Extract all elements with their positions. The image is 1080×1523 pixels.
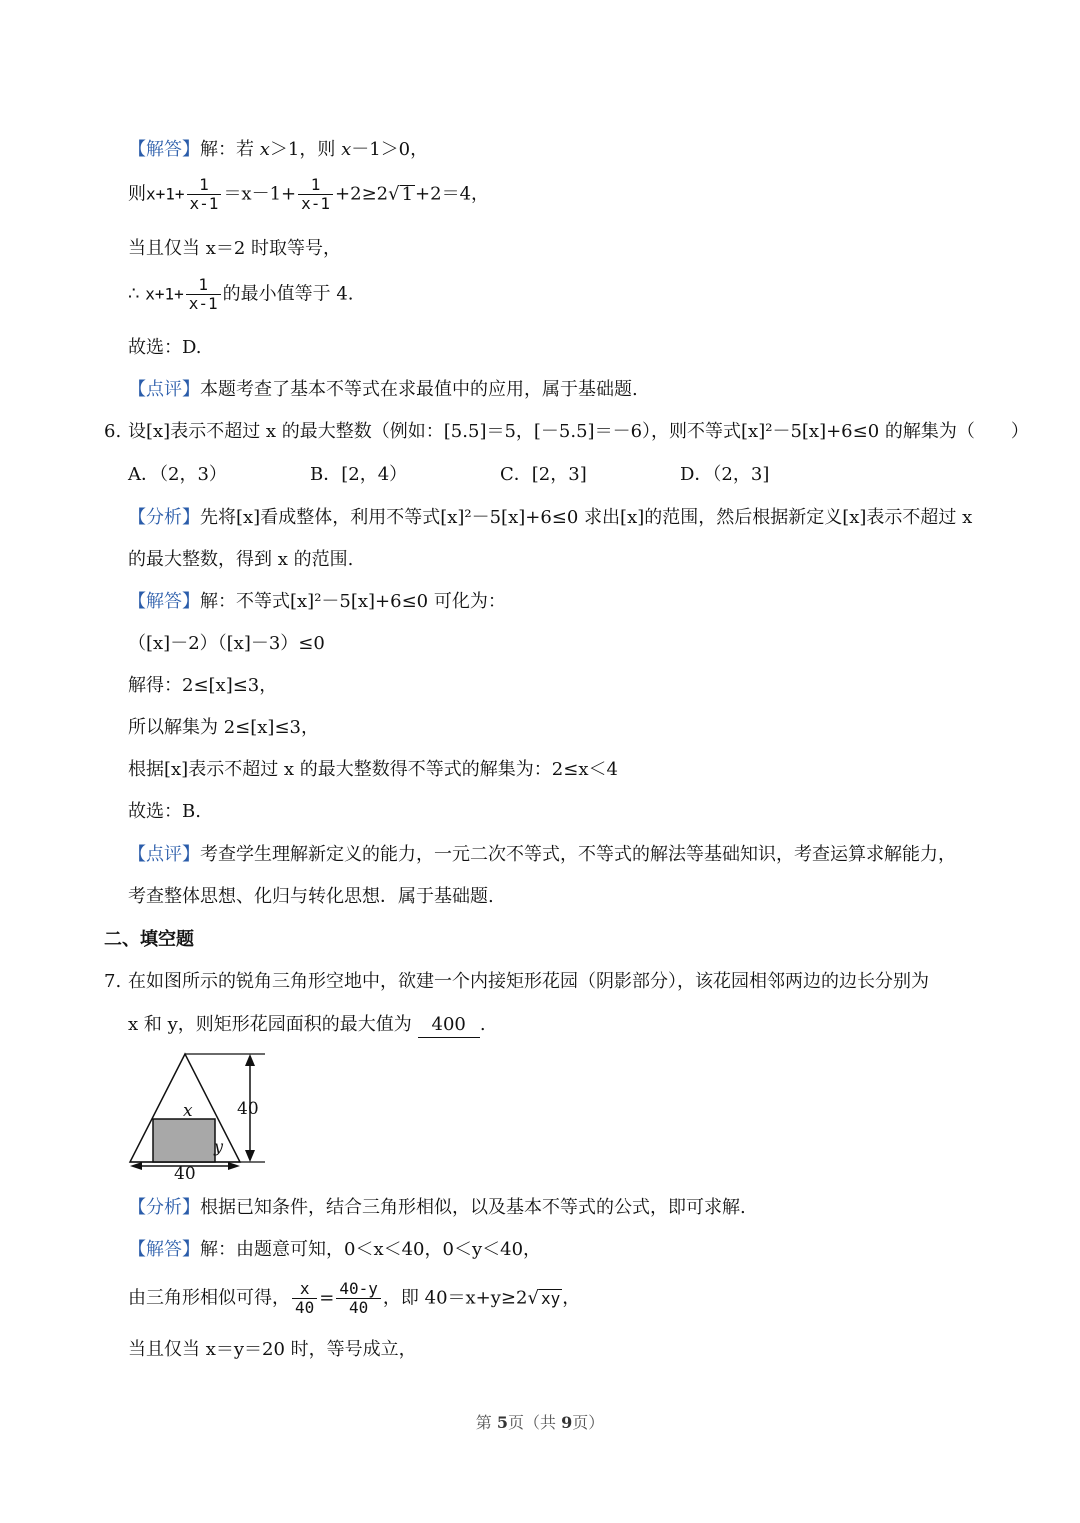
q6-analysis-line1: 【分析】先将[x]看成整体，利用不等式[x]²－5[x]+6≤0 求出[x]的范围，然后根据新定义[x]表示不超过 x [128,507,973,528]
triangle-figure [125,1048,275,1183]
fraction: $\frac{40-y}{40}$ [336,1280,381,1317]
analysis-tag: 【分析】 [128,507,200,528]
analysis-tag: 【分析】 [128,1197,200,1218]
fraction: $\frac{1}{x-1}$ [187,176,222,213]
q6-choice: 故选：B. [128,801,201,822]
fraction: $\frac{1}{x-1}$ [186,276,221,313]
q5-answer-line1: 【解答】解：若 x＞1，则 x－1＞0， [128,139,429,160]
label-height: 40 [237,1099,259,1119]
answer-blank: 400 [418,1013,480,1038]
q6-analysis-line2: 的最大整数，得到 x 的范围. [128,549,354,570]
q7-stem-line2: x 和 y，则矩形花园面积的最大值为 400 . [128,1013,486,1038]
q5-answer-line2: 则x+1+ $\frac{1}{x-1}$ ＝x－1+ $\frac{1}{x-1}$ +2≥2√ 1 +2＝4， [128,175,490,213]
question-number: 7. [104,971,122,992]
q6-option-b: B．[2，4） [310,464,408,485]
q7-answer-line2: 由三角形相似可得， $\frac{x}{40}$ = $\frac{40-y}{40}$ ，即 40＝x+y≥2√ xy ， [128,1279,581,1317]
q6-comment-line2: 考查整体思想、化归与转化思想．属于基础题. [128,886,494,907]
answer-tag: 【解答】 [128,139,200,160]
q6-option-c: C．[2，3] [500,464,587,485]
base-arrow-head-left [130,1162,142,1170]
answer-tag: 【解答】 [128,1239,200,1260]
question-number: 6. [104,421,122,442]
sqrt: 1 [401,183,414,205]
q5-answer-line3: 当且仅当 x＝2 时取等号， [128,238,342,259]
page-footer: 第 5页（共 9页） [475,1413,605,1432]
total-pages: 9 [561,1413,573,1432]
base-arrow-head-right [228,1162,240,1170]
q5-comment: 【点评】本题考查了基本不等式在求最值中的应用，属于基础题. [128,379,638,400]
height-arrow-head-top [245,1054,255,1066]
fraction: $\frac{x}{40}$ [292,1280,317,1317]
section-heading: 二、填空题 [104,929,194,950]
q7-stem-line1: 在如图所示的锐角三角形空地中，欲建一个内接矩形花园（阴影部分），该花园相邻两边的边长分别为 [128,971,929,992]
q6-answer-line3: 解得：2≤[x]≤3， [128,675,278,696]
answer-tag: 【解答】 [128,591,200,612]
label-y: y [214,1137,224,1156]
label-x: x [183,1101,193,1121]
q6-answer-line1: 【解答】解：不等式[x]²－5[x]+6≤0 可化为： [128,591,506,612]
q6-comment-line1: 【点评】考查学生理解新定义的能力，一元二次不等式，不等式的解法等基础知识，考查运算求解能力， [128,844,956,865]
q5-answer-line4: ∴ x+1+ $\frac{1}{x-1}$ 的最小值等于 4. [128,275,354,313]
height-arrow-head-bottom [245,1150,255,1162]
comment-tag: 【点评】 [128,379,200,400]
shaded-rectangle [153,1119,215,1162]
q5-choice: 故选：D. [128,337,202,358]
fraction: $\frac{1}{x-1}$ [298,176,333,213]
q7-answer-line3: 当且仅当 x＝y＝20 时，等号成立， [128,1339,417,1360]
q6-stem: 设[x]表示不超过 x 的最大整数（例如：[5.5]＝5，[－5.5]＝－6），则不等式[x]²－5[x]+6≤0 的解集为（ ） [128,421,1029,442]
q6-answer-line4: 所以解集为 2≤[x]≤3， [128,717,319,738]
q6-option-d: D．（2，3] [680,464,770,485]
q6-answer-line2: （[x]－2）（[x]－3）≤0 [128,633,325,654]
q6-option-a: A．（2，3） [128,464,227,485]
comment-tag: 【点评】 [128,844,200,865]
q6-answer-line5: 根据[x]表示不超过 x 的最大整数得不等式的解集为：2≤x＜4 [128,759,618,780]
current-page: 5 [496,1413,508,1432]
label-base: 40 [174,1164,196,1183]
sqrt: xy [540,1288,561,1308]
q7-answer-line1: 【解答】解：由题意可知，0＜x＜40，0＜y＜40， [128,1239,542,1260]
q7-analysis: 【分析】根据已知条件，结合三角形相似，以及基本不等式的公式，即可求解. [128,1197,746,1218]
